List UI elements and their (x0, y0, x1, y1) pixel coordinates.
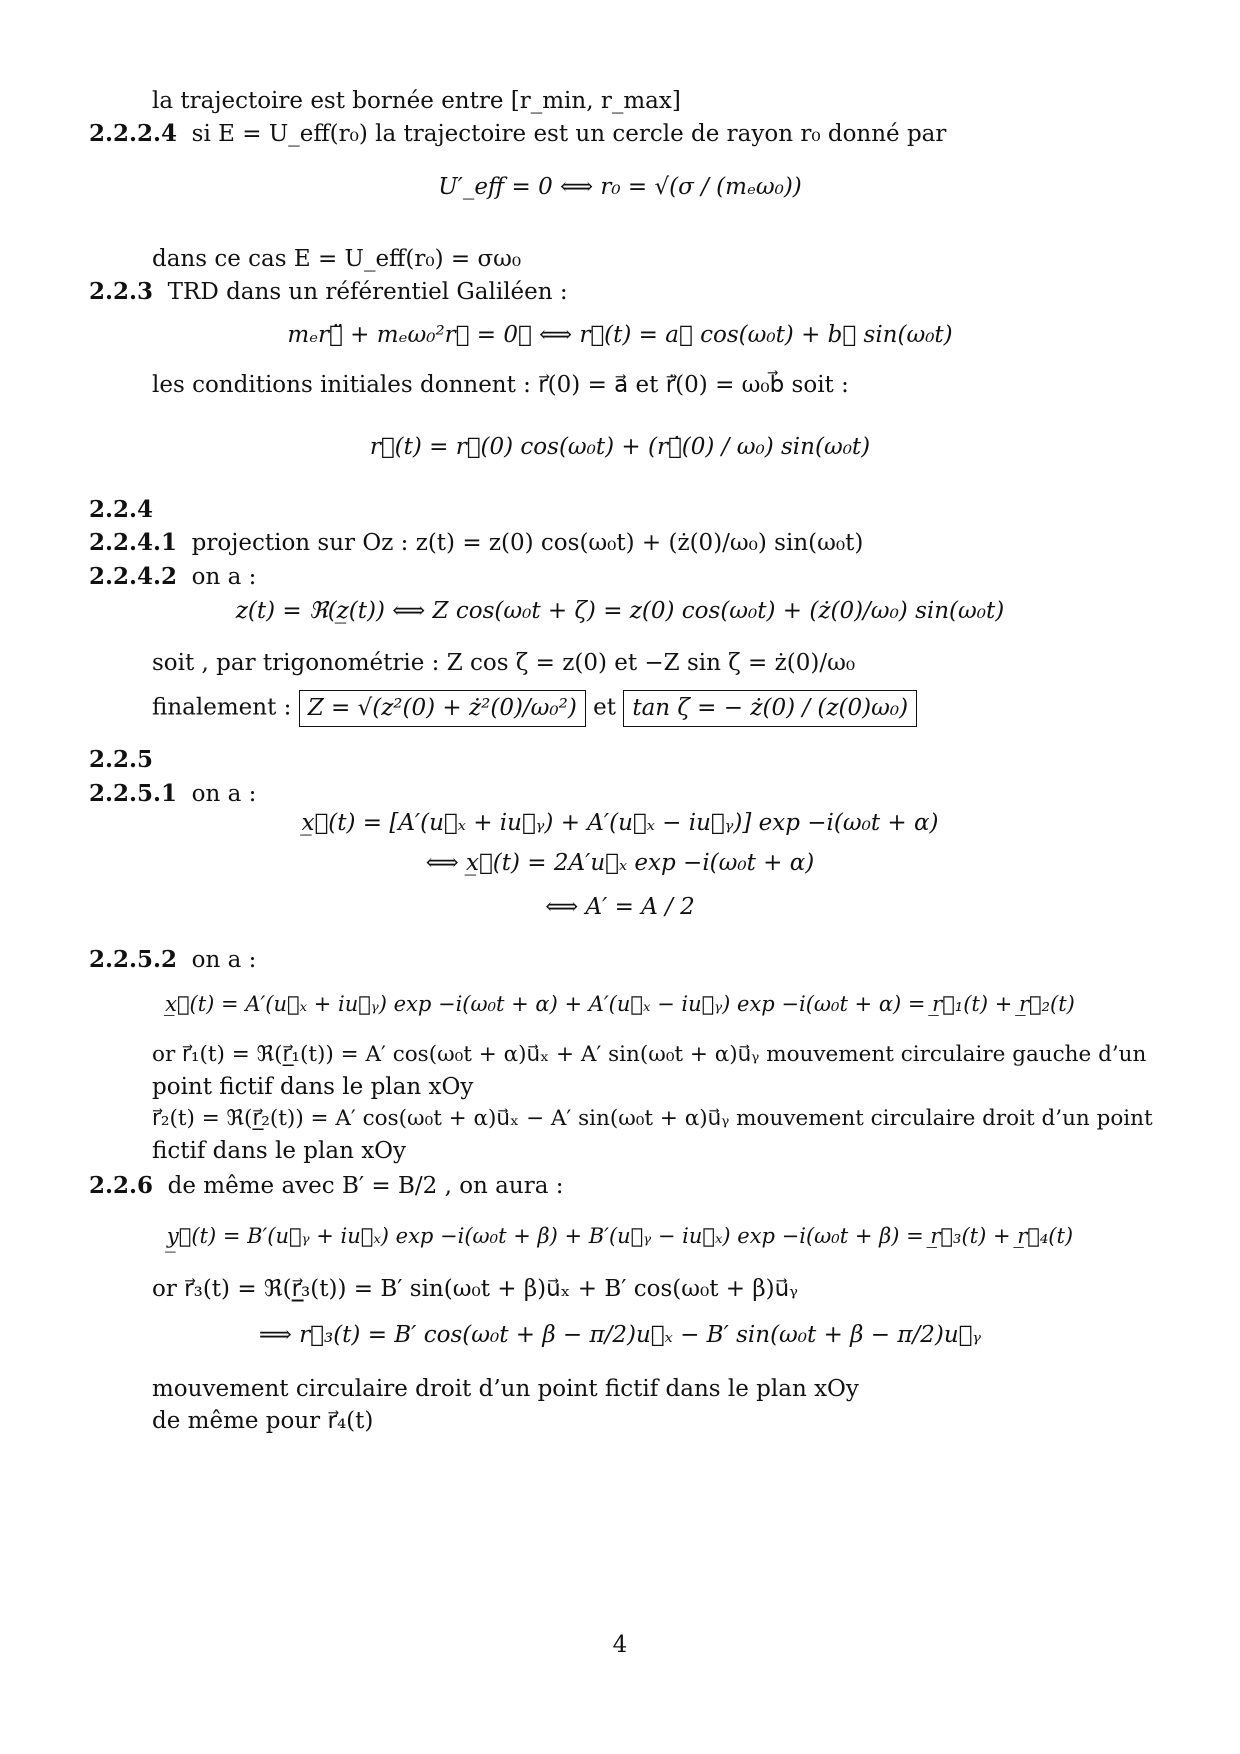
section-number: 2.2.5 (89, 746, 154, 773)
text-line: et (593, 694, 617, 721)
paragraph-2-2-3 (89, 276, 568, 308)
text-line: or r⃗₁(t) = ℜ(r̲⃗₁(t)) = A′ cos(ω₀t + α)u⃗ₓ + A′ sin(ω₀t + α)u⃗ᵧ mouvement circulaire gauche d’un (152, 1042, 1147, 1067)
paragraph-2-2-2-4 (89, 118, 946, 150)
equation-r3-of-t: ⟹ r⃗₃(t) = B′ cos(ω₀t + β − π/2)u⃗ₓ − B′ sin(ω₀t + β − π/2)u⃗ᵧ (258, 1322, 982, 1348)
equation-x-complex-b: ⟺ x̲⃗(t) = 2A′u⃗ₓ exp −i(ω₀t + α) (425, 850, 815, 876)
final-result-line (152, 690, 917, 727)
section-number: 2.2.4.1 (89, 529, 178, 556)
text-line: soit , par trigonométrie : Z cos ζ = z(0) et −Z sin ζ = ż(0)/ω₀ (152, 650, 856, 676)
paragraph-2-2-4-2 (89, 561, 256, 593)
boxed-result-Z: Z = √(z²(0) + ż²(0)/ω₀²) (299, 690, 586, 727)
text-line: TRD dans un référentiel Galiléen : (167, 279, 568, 305)
paragraph-2-2-6 (89, 1170, 563, 1202)
text-line: on a : (191, 947, 257, 973)
equation-r-of-t: r⃗(t) = r⃗(0) cos(ω₀t) + (r⃗̇(0) / ω₀) sin(ω₀t) (369, 434, 871, 460)
page-number: 4 (612, 1632, 628, 1658)
text-line: la trajectoire est bornée entre [r_min, r_max] (152, 88, 681, 114)
section-number: 2.2.6 (89, 1172, 154, 1199)
equation-r0: U′_eff = 0 ⟺ r₀ = √(σ / (mₑω₀)) (438, 174, 802, 200)
equation-z-of-t: z(t) = ℜ(z̲(t)) ⟺ Z cos(ω₀t + ζ) = z(0) cos(ω₀t) + (ż(0)/ω₀) sin(ω₀t) (235, 598, 1005, 624)
text-line: point fictif dans le plan xOy (152, 1074, 474, 1100)
equation-x-complex-a: x̲⃗(t) = [A′(u⃗ₓ + iu⃗ᵧ) + A′(u⃗ₓ − iu⃗ᵧ)] exp −i(ω₀t + α) (301, 810, 939, 836)
text-line: or r⃗₃(t) = ℜ(r̲⃗₃(t)) = B′ sin(ω₀t + β)u⃗ₓ + B′ cos(ω₀t + β)u⃗ᵧ (152, 1276, 798, 1302)
text-line: mouvement circulaire droit d’un point fictif dans le plan xOy (152, 1376, 859, 1402)
paragraph-2-2-4-1 (89, 527, 863, 559)
equation-trd: mₑr⃗̈ + mₑω₀²r⃗ = 0⃗ ⟺ r⃗(t) = a⃗ cos(ω₀t) + b⃗ sin(ω₀t) (287, 322, 953, 348)
paragraph-2-2-5-2 (89, 944, 256, 976)
section-number: 2.2.5.2 (89, 946, 178, 973)
equation-A-prime: ⟺ A′ = A / 2 (545, 894, 695, 920)
text-line: finalement : (152, 694, 292, 721)
section-number: 2.2.4.2 (89, 563, 178, 590)
text-line: on a : (191, 781, 257, 807)
text-line: r⃗₂(t) = ℜ(r̲⃗₂(t)) = A′ cos(ω₀t + α)u⃗ₓ − A′ sin(ω₀t + α)u⃗ᵧ mouvement circulaire droit d’un point (152, 1106, 1153, 1131)
text-line: les conditions initiales donnent : r⃗(0) = a⃗ et r⃗̇(0) = ω₀b⃗ soit : (152, 372, 849, 398)
boxed-result-tan-zeta: tan ζ = − ż(0) / (z(0)ω₀) (623, 690, 917, 727)
section-number: 2.2.5.1 (89, 780, 178, 807)
text-line: si E = U_eff(r₀) la trajectoire est un cercle de rayon r₀ donné par (191, 121, 947, 147)
section-number: 2.2.2.4 (89, 120, 178, 147)
text-line: projection sur Oz : z(t) = z(0) cos(ω₀t) + (ż(0)/ω₀) sin(ω₀t) (191, 530, 864, 556)
text-line: de même pour r⃗₄(t) (152, 1408, 374, 1434)
text-line: fictif dans le plan xOy (152, 1138, 407, 1164)
paragraph-2-2-5-1 (89, 778, 256, 810)
text-line: on a : (191, 564, 257, 590)
equation-y-decomposition: y̲⃗(t) = B′(u⃗ᵧ + iu⃗ₓ) exp −i(ω₀t + β) + B′(u⃗ᵧ − iu⃗ₓ) exp −i(ω₀t + β) = r̲⃗₃(t) + r̲⃗₄(t) (166, 1224, 1074, 1248)
section-number: 2.2.3 (89, 278, 154, 305)
text-line: de même avec B′ = B/2 , on aura : (167, 1173, 564, 1199)
text-line: dans ce cas E = U_eff(r₀) = σω₀ (152, 246, 522, 272)
equation-x-decomposition: x̲⃗(t) = A′(u⃗ₓ + iu⃗ᵧ) exp −i(ω₀t + α) + A′(u⃗ₓ − iu⃗ᵧ) exp −i(ω₀t + α) = r̲⃗₁(t) + r̲⃗₂(t) (165, 992, 1075, 1016)
section-number: 2.2.4 (89, 496, 154, 523)
